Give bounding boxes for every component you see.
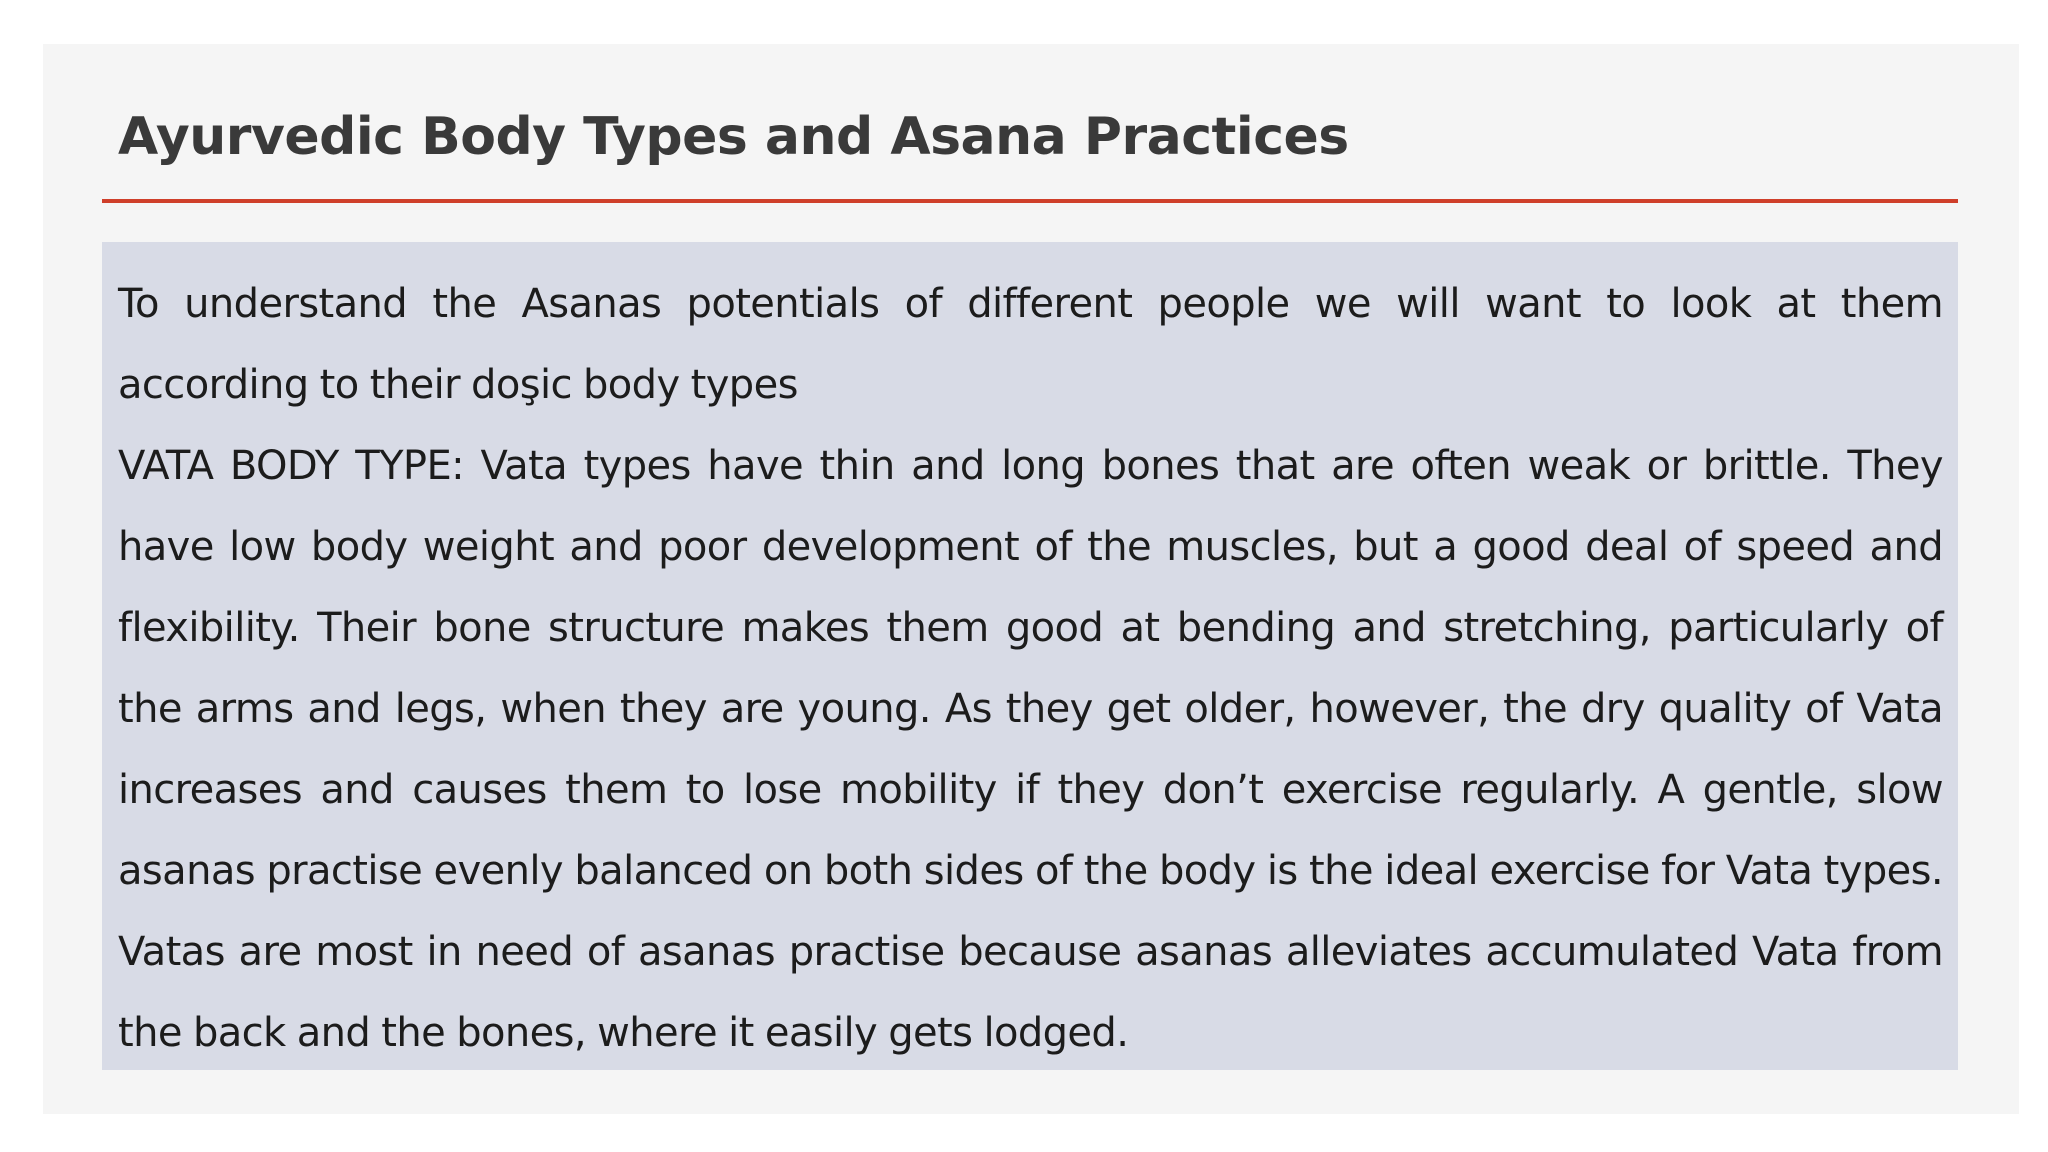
content-box [102,242,1958,1070]
title-divider [102,199,1958,203]
vata-paragraph: VATA BODY TYPE: Vata types have thin and long bones that are often weak or brittle. They have low body weight and poor development of the muscles, but a good deal of speed and flexibility. Their bone structure makes them good at bending and stretching, particularly of the arms and legs, when they are young. As they get older, however, the dry quality of Vata increases and causes them to lose mobility if they don’t exercise regularly. A gentle, slow asanas practise evenly balanced on both sides of the body is the ideal exercise for Vata types. Vatas are most in need of asanas practise because asanas alleviates accumulated Vata from the back and the bones, where it easily gets lodged. [118,443,1943,1056]
slide [43,44,2019,1114]
intro-paragraph: To understand the Asanas potentials of different people we will want to look at them according to their doşic body types [118,281,1943,408]
slide-title: Ayurvedic Body Types and Asana Practices [118,107,1349,167]
